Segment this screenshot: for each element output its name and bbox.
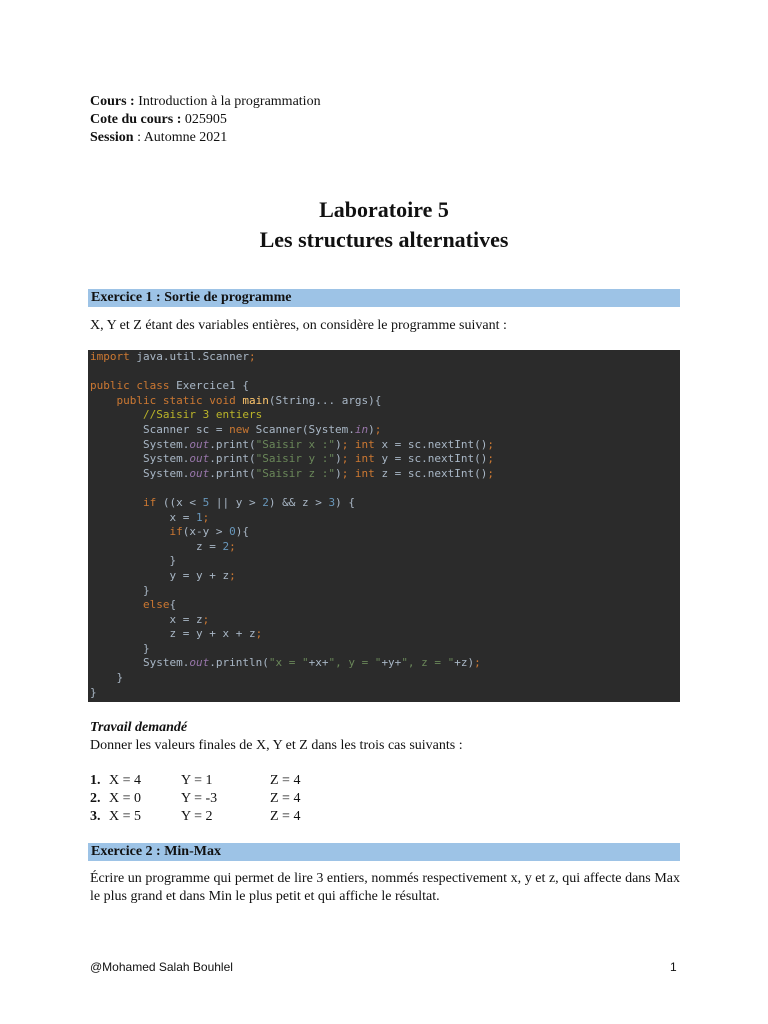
code-token: ): [368, 422, 375, 436]
code-token: x =: [90, 510, 196, 524]
code-token: 0: [229, 525, 236, 539]
code-token: x = z: [90, 612, 203, 626]
code-token: "Saisir x :": [255, 437, 336, 451]
code-token: ) {: [335, 495, 355, 509]
code-line: [90, 569, 680, 584]
code-token: (x-y >: [182, 525, 230, 539]
code-token: {: [169, 598, 177, 612]
code-token: ; int: [341, 437, 382, 451]
code-line: [90, 394, 680, 409]
code-token: ) && z >: [268, 495, 329, 509]
code-line: [90, 408, 680, 423]
course-code-line: [90, 111, 321, 129]
case-z: Z = 4: [270, 773, 301, 788]
course-label: Cours :: [90, 94, 135, 109]
code-token: main: [242, 393, 269, 407]
code-token: java.util.Scanner: [136, 350, 249, 363]
code-line: [90, 379, 680, 394]
code-token: Exercice1 {: [176, 379, 249, 393]
code-token: else: [142, 598, 170, 612]
code-token: out: [189, 452, 210, 466]
case-z: Z = 4: [270, 791, 301, 806]
exercise1-intro: X, Y et Z étant des variables entières, on considère le programme suivant :: [90, 318, 507, 333]
course-header: [90, 93, 321, 147]
code-token: .println(: [209, 656, 269, 670]
code-line: [90, 452, 680, 467]
code-token: ;: [487, 452, 495, 466]
code-line: [90, 656, 680, 671]
code-token: new: [229, 422, 256, 436]
code-token: import: [90, 350, 137, 363]
code-line: [90, 598, 680, 613]
session-value: : Automne 2021: [133, 130, 228, 145]
code-token: ;: [487, 437, 495, 451]
code-token: y = y + z: [90, 568, 230, 582]
code-token: ;: [374, 422, 382, 436]
code-token: || y >: [215, 495, 263, 509]
code-line: [90, 525, 680, 540]
code-token: .print(: [209, 466, 256, 480]
code-token: "x = ": [268, 656, 309, 670]
case-z: Z = 4: [270, 809, 301, 824]
code-token: z = y + x + z: [90, 627, 256, 641]
exercise2-text: Écrire un programme qui permet de lire 3 entiers, nommés respectivement x, y et z, qui affecte dans Max le plus grand et dans Min le plus petit et qui affiche le résultat.: [90, 871, 680, 904]
session-line: [90, 129, 321, 147]
case-number: 1.: [90, 773, 101, 788]
code-token: ){: [235, 525, 249, 539]
code-token: }: [90, 671, 124, 685]
course-code-label: Cote du cours :: [90, 112, 182, 127]
course-line: [90, 93, 321, 111]
code-token: in: [354, 422, 369, 436]
code-token: "Saisir y :": [255, 452, 336, 466]
code-token: z = sc.nextInt(): [381, 466, 488, 480]
code-token: if: [169, 525, 183, 539]
code-token: }: [90, 685, 97, 699]
case-x: X = 5: [109, 809, 142, 824]
case-y: Y = 1: [181, 773, 213, 788]
code-token: (String... args){: [268, 393, 382, 407]
code-token: public static void: [116, 393, 243, 407]
code-token: ;: [474, 656, 481, 670]
footer-author: @Mohamed Salah Bouhlel: [90, 960, 233, 974]
code-line: [90, 365, 680, 380]
case-x: X = 4: [109, 773, 142, 788]
code-line: [90, 613, 680, 628]
code-token: 1: [195, 510, 203, 524]
code-line: [90, 627, 680, 642]
code-line: [90, 467, 680, 482]
case-number: 3.: [90, 809, 101, 824]
code-token: z =: [90, 539, 223, 553]
code-line: [90, 423, 680, 438]
case-y: Y = -3: [181, 791, 218, 806]
session-label: Session: [90, 130, 134, 145]
code-line: [90, 438, 680, 453]
code-token: y = sc.nextInt(): [381, 452, 488, 466]
code-line: [90, 642, 680, 657]
lab-title: Laboratoire 5: [319, 197, 449, 222]
code-line: [90, 686, 680, 701]
code-line: [90, 481, 680, 496]
code-token: ; int: [341, 466, 382, 480]
code-token: "Saisir z :": [255, 466, 336, 480]
code-line: [90, 671, 680, 686]
code-token: [90, 394, 117, 407]
lab-subtitle: Les structures alternatives: [259, 227, 509, 252]
code-block: [88, 350, 680, 702]
code-token: x = sc.nextInt(): [381, 437, 488, 451]
code-token: Scanner sc =: [90, 422, 230, 436]
code-token: out: [189, 466, 210, 480]
code-token: ; int: [341, 452, 382, 466]
code-token: .print(: [209, 452, 256, 466]
code-line: [90, 584, 680, 599]
page-number: 1: [670, 960, 677, 974]
code-token: out: [189, 437, 210, 451]
code-token: ;: [487, 466, 495, 480]
code-token: +y+: [381, 656, 402, 670]
code-token: //Saisir 3 entiers: [142, 408, 263, 422]
code-token: ): [335, 466, 342, 480]
code-token: }: [90, 641, 150, 655]
course-value: Introduction à la programmation: [134, 94, 321, 109]
code-token: if: [142, 495, 163, 509]
code-token: ;: [255, 627, 263, 641]
code-token: }: [90, 583, 150, 597]
code-token: ", y = ": [328, 656, 382, 670]
task-text: Donner les valeurs finales de X, Y et Z dans les trois cas suivants :: [90, 738, 463, 753]
code-token: System.: [90, 452, 190, 466]
case-y: Y = 2: [181, 809, 213, 824]
code-token: out: [189, 656, 210, 670]
code-token: 3: [328, 495, 336, 509]
code-token: 5: [202, 495, 216, 509]
code-line: [90, 540, 680, 555]
code-line: [90, 511, 680, 526]
code-token: System.: [90, 466, 190, 480]
code-token: ): [335, 437, 342, 451]
code-token: ;: [248, 350, 256, 363]
code-token: ;: [202, 510, 210, 524]
code-token: +z): [454, 656, 475, 670]
code-line: [90, 496, 680, 511]
code-token: ;: [229, 539, 236, 553]
code-token: ;: [229, 568, 236, 582]
course-code-value: 025905: [181, 112, 227, 127]
code-token: public class: [90, 379, 177, 393]
code-token: ;: [202, 612, 210, 626]
code-token: .print(: [209, 437, 256, 451]
code-token: ): [335, 452, 342, 466]
code-token: ", z = ": [401, 656, 455, 670]
code-token: [90, 525, 169, 538]
exercise1-heading: Exercice 1 : Sortie de programme: [88, 289, 680, 307]
code-line: [90, 350, 680, 365]
case-number: 2.: [90, 791, 101, 806]
exercise2-heading: Exercice 2 : Min-Max: [88, 843, 680, 861]
code-line: [90, 554, 680, 569]
code-token: Scanner(System.: [255, 422, 355, 436]
code-token: System.: [90, 656, 190, 670]
code-token: [90, 598, 143, 611]
code-token: 2: [262, 495, 269, 509]
case-x: X = 0: [109, 791, 142, 806]
code-token: +x+: [308, 656, 329, 670]
task-title: Travail demandé: [90, 720, 188, 735]
code-token: [90, 408, 143, 421]
code-token: 2: [222, 539, 230, 553]
code-token: [90, 496, 143, 509]
code-token: }: [90, 554, 177, 568]
code-token: ((x <: [162, 495, 203, 509]
code-token: System.: [90, 437, 190, 451]
